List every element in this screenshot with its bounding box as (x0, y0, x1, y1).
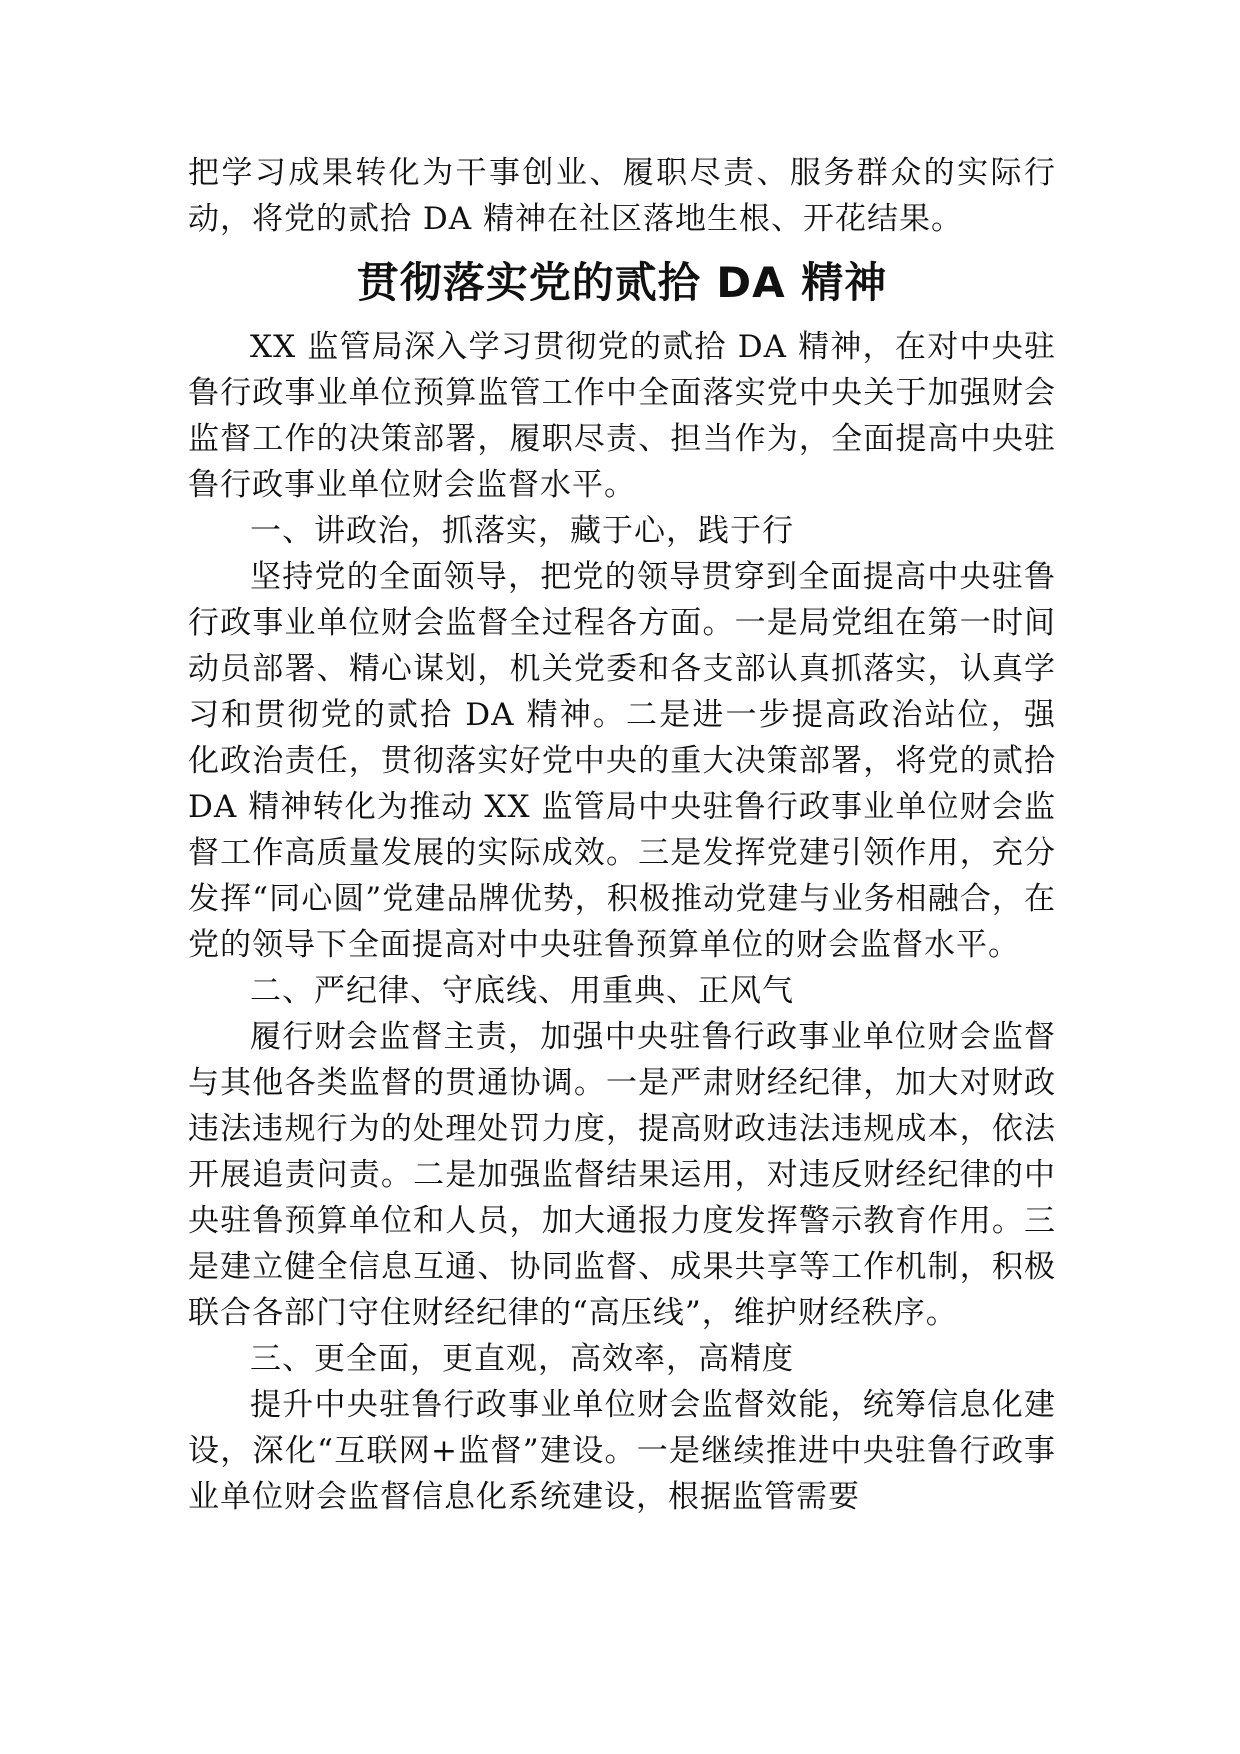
section-2-heading: 二、严纪律、守底线、用重典、正风气 (250, 973, 794, 1009)
section-1-heading: 一、讲政治，抓落实，藏于心，践于行 (250, 513, 794, 549)
document-title: 贯彻落实党的贰拾 DA 精神 (356, 258, 888, 307)
document-page (188, 150, 1056, 1520)
intro-paragraph: 把学习成果转化为干事创业、履职尽责、服务群众的实际行动，将党的贰拾 DA 精神在社区落地生根、开花结果。 (188, 155, 1056, 237)
section-2-body: 履行财会监督主责，加强中央驻鲁行政事业单位财会监督与其他各类监督的贯通协调。一是严肃财经纪律，加大对财政违法违规行为的处理处罚力度，提高财政违法违规成本，依法开展追责问责。二是加强监督结果运用，对违反财经纪律的中央驻鲁预算单位和人员，加大通报力度发挥警示教育作用。三是建立健全信息互通、协同监督、成果共享等工作机制，积极联合各部门守住财经纪律的“高压线”，维护财经秩序。 (188, 1019, 1056, 1331)
section-3-heading: 三、更全面，更直观，高效率，高精度 (250, 1341, 794, 1377)
section-1-body: 坚持党的全面领导，把党的领导贯穿到全面提高中央驻鲁行政事业单位财会监督全过程各方面。一是局党组在第一时间动员部署、精心谋划，机关党委和各支部认真抓落实，认真学习和贯彻党的贰拾 DA 精神。二是进一步提高政治站位，强化政治责任，贯彻落实好党中央的重大决策部署，将党的贰拾 DA 精神转化为推动 XX 监管局中央驻鲁行政事业单位财会监督工作高质量发展的实际成效。三是发挥党建引领作用，充分发挥“同心圆”党建品牌优势，积极推动党建与业务相融合，在党的领导下全面提高对中央驻鲁预算单位的财会监督水平。 (188, 559, 1056, 963)
opening-paragraph: XX 监管局深入学习贯彻党的贰拾 DA 精神，在对中央驻鲁行政事业单位预算监管工作中全面落实党中央关于加强财会监督工作的决策部署，履职尽责、担当作为，全面提高中央驻鲁行政事业单位财会监督水平。 (188, 329, 1056, 503)
section-3-body: 提升中央驻鲁行政事业单位财会监督效能，统筹信息化建设，深化“互联网+监督”建设。一是继续推进中央驻鲁行政事业单位财会监督信息化系统建设，根据监管需要 (188, 1387, 1056, 1515)
